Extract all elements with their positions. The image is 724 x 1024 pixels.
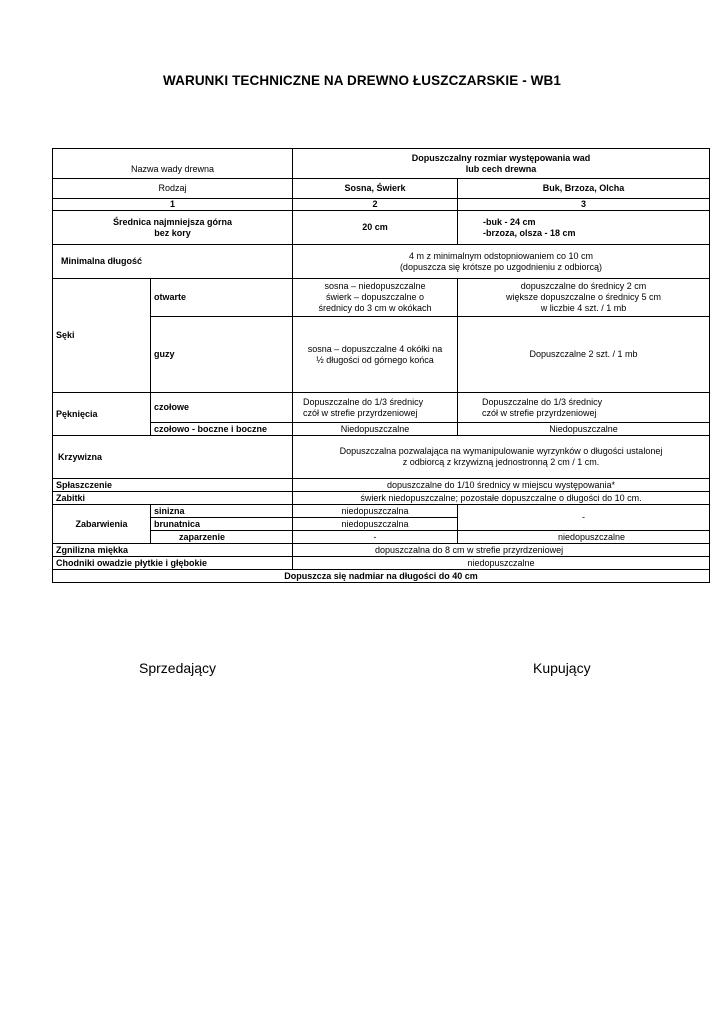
krzywizna-value [293, 436, 710, 479]
col-num-2: 2 [293, 199, 458, 211]
pekniecia-czolowe-b-line1: Dopuszczalne do 1/3 średnicy [482, 396, 603, 407]
zabarwienia-brunatnica-label: brunatnica [151, 518, 293, 531]
zabarwienia-sinizna-label: sinizna [151, 505, 293, 518]
zabarwienia-b-merged: - [458, 505, 710, 531]
rodzaj-label: Rodzaj [53, 179, 293, 199]
footer-note: Dopuszcza się nadmiar na długości do 40 cm [53, 570, 710, 583]
minimalna-label: Minimalna długość [53, 245, 293, 279]
pekniecia-czolowo-a: Niedopuszczalne [293, 423, 458, 436]
species-b: Buk, Brzoza, Olcha [458, 179, 710, 199]
defects-table-wrapper [52, 148, 709, 583]
col-num-3: 3 [458, 199, 710, 211]
zabarwienia-brunatnica-a: niedopuszczalna [293, 518, 458, 531]
zgnilizna-value: dopuszczalna do 8 cm w strefie przyrdzeniowej [293, 544, 710, 557]
buyer-signature-label: Kupujący [533, 660, 591, 676]
krzywizna-value-line1: Dopuszczalna pozwalająca na wymanipulowanie wyrzynków o długości ustalonej [339, 446, 663, 456]
pekniecia-czolowe-b [458, 393, 710, 423]
seller-signature-label: Sprzedający [139, 660, 217, 676]
chodniki-label: Chodniki owadzie płytkie i głębokie [53, 557, 293, 570]
srednica-a: 20 cm [293, 211, 458, 245]
zabarwienia-zaparzenie-a: - [293, 531, 458, 544]
zabarwienia-label: Zabarwienia [53, 505, 151, 544]
seki-otwarte-b-line3: w liczbie 4 szt. / 1 mb [540, 303, 627, 313]
zabitki-value: świerk niedopuszczalne; pozostałe dopuszczalne o długości do 10 cm. [293, 492, 710, 505]
col-num-1: 1 [53, 199, 293, 211]
krzywizna-value-line2: z odbiorcą z krzywizną jednostronną 2 cm / 1 cm. [402, 457, 600, 467]
pekniecia-czolowo-label: czołowo - boczne i boczne [151, 423, 293, 436]
seki-otwarte-b-line1: dopuszczalne do średnicy 2 cm [520, 281, 647, 291]
splaszczenie-value: dopuszczalne do 1/10 średnicy w miejscu występowania* [293, 479, 710, 492]
zabarwienia-sinizna-a: niedopuszczalna [293, 505, 458, 518]
seki-guzy-a [293, 317, 458, 393]
seki-otwarte-a-line2: świerk – dopuszczalne o [325, 292, 425, 302]
seki-guzy-a-line1: sosna – dopuszczalne 4 okółki na [307, 343, 443, 354]
srednica-label-line2: bez kory [154, 227, 191, 238]
minimalna-value [293, 245, 710, 279]
zabarwienia-zaparzenie-b: niedopuszczalne [458, 531, 710, 544]
zabitki-label: Zabitki [53, 492, 293, 505]
seki-label: Sęki [53, 279, 151, 393]
srednica-b [458, 211, 710, 245]
zgnilizna-label: Zgnilizna miękka [53, 544, 293, 557]
document-title: WARUNKI TECHNICZNE NA DREWNO ŁUSZCZARSKIE - WB1 [163, 73, 561, 88]
header-left: Nazwa wady drewna [53, 162, 293, 179]
seki-guzy-a-line2: ½ długości od górnego końca [316, 354, 434, 365]
species-a: Sosna, Świerk [293, 179, 458, 199]
zabarwienia-zaparzenie-label: zaparzenie [151, 531, 293, 544]
header-right-line2: lub cech drewna [465, 163, 537, 174]
srednica-label [53, 211, 293, 245]
minimalna-value-line1: 4 m z minimalnym odstopniowaniem co 10 cm [408, 250, 594, 261]
seki-otwarte-a [293, 279, 458, 317]
srednica-b-line2: -brzoza, olsza - 18 cm [483, 227, 576, 238]
header-right [293, 149, 710, 179]
pekniecia-czolowe-a-line2: czół w strefie przyrdzeniowej [303, 407, 418, 418]
splaszczenie-label: Spłaszczenie [53, 479, 293, 492]
pekniecia-czolowe-b-line2: czół w strefie przyrdzeniowej [482, 407, 597, 418]
seki-otwarte-a-line1: sosna – niedopuszczalne [324, 281, 426, 291]
chodniki-value: niedopuszczalne [293, 557, 710, 570]
seki-otwarte-b [458, 279, 710, 317]
header-right-line1: Dopuszczalny rozmiar występowania wad [411, 152, 591, 163]
defects-table [52, 148, 710, 583]
pekniecia-czolowe-label: czołowe [151, 393, 293, 423]
seki-otwarte-b-line2: większe dopuszczalne o średnicy 5 cm [505, 292, 662, 302]
seki-otwarte-a-line3: średnicy do 3 cm w okókach [318, 303, 432, 313]
pekniecia-label: Pęknięcia [53, 393, 151, 436]
srednica-label-line1: Średnica najmniejsza górna [112, 216, 233, 227]
pekniecia-czolowe-a-line1: Dopuszczalne do 1/3 średnicy [303, 396, 424, 407]
pekniecia-czolowo-b: Niedopuszczalne [458, 423, 710, 436]
krzywizna-label: Krzywizna [53, 436, 293, 479]
seki-guzy-label: guzy [151, 317, 293, 393]
srednica-b-line1: -buk - 24 cm [483, 216, 536, 227]
header-left-top [53, 149, 293, 162]
pekniecia-czolowe-a [293, 393, 458, 423]
seki-otwarte-label: otwarte [151, 279, 293, 317]
seki-guzy-b: Dopuszczalne 2 szt. / 1 mb [458, 317, 710, 393]
minimalna-value-line2: (dopuszcza się krótsze po uzgodnieniu z odbiorcą) [399, 261, 603, 272]
